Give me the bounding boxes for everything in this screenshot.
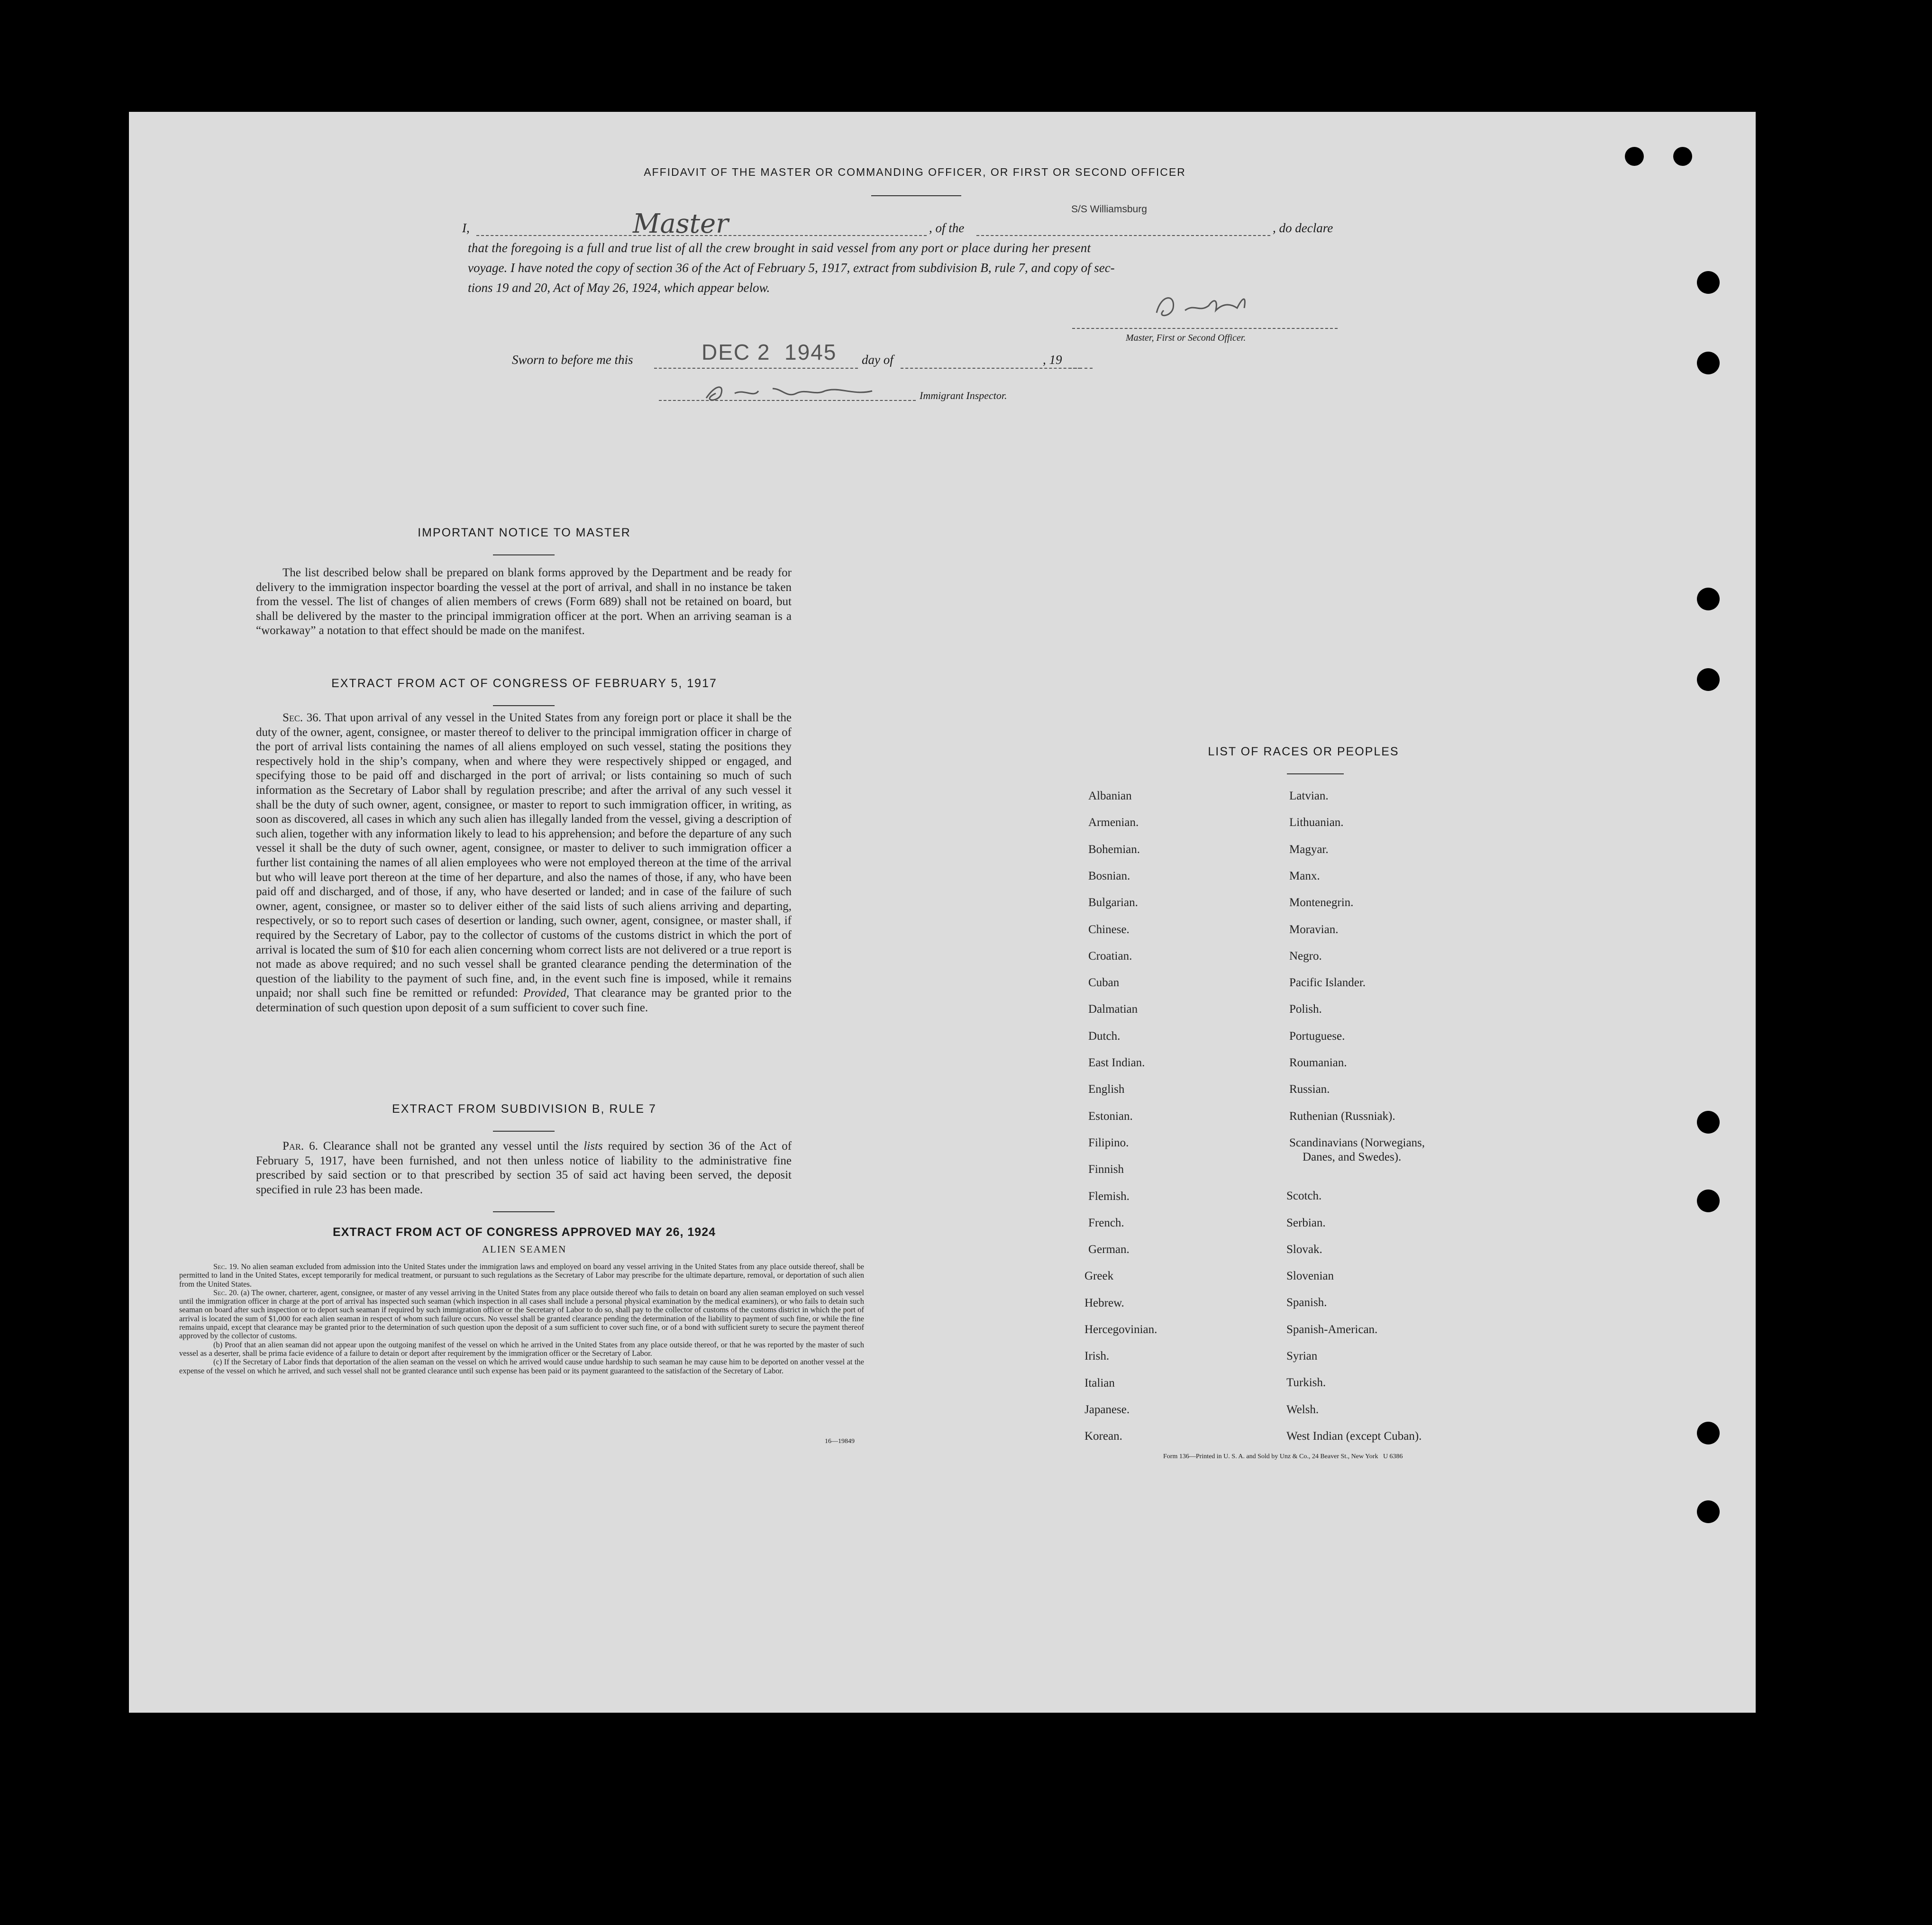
vessel-stamp: S/S Williamsburg <box>1071 204 1147 215</box>
race-item: Montenegrin. <box>1289 896 1354 909</box>
race-item: Italian <box>1084 1377 1115 1389</box>
i-label: I, <box>462 221 470 235</box>
signature-line <box>1072 328 1338 329</box>
race-item: Greek <box>1084 1270 1114 1282</box>
day-blank <box>654 368 858 369</box>
race-item: Irish. <box>1084 1350 1110 1362</box>
race-item: Negro. <box>1289 950 1322 962</box>
race-item: Hercegovinian. <box>1084 1323 1157 1336</box>
sec20a-text: (a) The owner, charterer, agent, consignee, or master of any vessel arriving in the United States from any place outside thereof who fails to detain on board any alien seaman employed on such vessel until the immigration officer in charge at the port of arrival has inspected such seaman (which inspection in all cases shall include a personal physical examination by the medical examiners), or who fails to detain such seaman on board after such inspection or to deport such seaman if required by such immigration officer or the Secretary of Labor to do so, shall pay to the collector of customs of the customs district in which the port of arrival is located the sum of $1,000 for each alien seaman in respect of whom such failure occurs. No vessel shall be granted clearance pending the determination of the liability to payment of such fine, or while the fine remains unpaid, except that clearance may be granted prior to the determination of such question upon the deposit of a sum sufficient to cover such fine, or of a bond with sufficient surety to secure the payment thereof approved by the collector of customs. <box>179 1288 865 1341</box>
race-item: Scotch. <box>1286 1190 1322 1202</box>
race-item: Estonian. <box>1088 1110 1133 1123</box>
punch-hole <box>1625 147 1644 166</box>
race-item: Pacific Islander. <box>1289 976 1366 989</box>
do-declare-label: , do declare <box>1273 221 1333 235</box>
punch-hole <box>1697 668 1720 691</box>
race-item: Turkish. <box>1286 1376 1326 1389</box>
notice-rule <box>493 554 555 555</box>
race-item: East Indian. <box>1088 1056 1145 1069</box>
race-item: Danes, and Swedes). <box>1303 1151 1402 1163</box>
title-rule <box>871 195 961 196</box>
printer-footer: Form 136—Printed in U. S. A. and Sold by Unz & Co., 24 Beaver St., New York U 6386 <box>1163 1453 1403 1460</box>
race-item: West Indian (except Cuban). <box>1286 1430 1422 1443</box>
race-item: Syrian <box>1286 1350 1318 1362</box>
punch-hole <box>1697 271 1720 294</box>
affidavit-line2: that the foregoing is a full and true list of all the crew brought in said vessel from any port or place during her present <box>468 241 1091 255</box>
race-item: Moravian. <box>1289 923 1339 936</box>
affidavit-line3: voyage. I have noted the copy of section 36 of the Act of February 5, 1917, extract from subdivision B, rule 7, and copy of sec- <box>468 261 1115 275</box>
punch-hole <box>1697 352 1720 374</box>
race-item: Dutch. <box>1088 1030 1121 1043</box>
race-item: Portuguese. <box>1289 1030 1345 1043</box>
race-item: Slovenian <box>1286 1270 1334 1282</box>
punch-hole <box>1673 147 1692 166</box>
form-number: 16—19849 <box>825 1438 855 1445</box>
race-item: Hebrew. <box>1084 1297 1124 1309</box>
act1924-title: EXTRACT FROM ACT OF CONGRESS APPROVED MAY 26, 1924 <box>332 1226 716 1239</box>
punch-hole <box>1697 588 1720 610</box>
act1917-title: EXTRACT FROM ACT OF CONGRESS OF FEBRUARY 5, 1917 <box>331 677 717 690</box>
act1924-text <box>179 1262 864 1375</box>
affidavit-line1 <box>462 204 1367 239</box>
race-item: Slovak. <box>1286 1243 1322 1256</box>
race-item: Armenian. <box>1088 816 1139 829</box>
year-blank <box>1069 368 1093 369</box>
inspector-caption: Immigrant Inspector. <box>920 390 1007 401</box>
race-item: Scandinavians (Norwegians, <box>1289 1136 1425 1149</box>
officer-signature <box>1147 284 1261 327</box>
day-of-label: day of <box>862 353 893 367</box>
sec19-text: No alien seaman excluded from admission into the United States under the immigration laws and employed on board any vessel arriving in the United States from any place outside thereof, shall be permitted to land in the United States, except temporarily for medical treatment, or pursuant to such regulations as the Secretary of Labor may prescribe for the ultimate departure, removal, or deportation of such alien from the United States. <box>179 1262 865 1289</box>
sec36-text: That upon arrival of any vessel in the United States from any foreign port or place it shall be the duty of the owner, agent, consignee, or master thereof to deliver to the principal immigration officer in charge of the port of arrival lists containing the names of all aliens employed on such vessel, stating the positions they respectively hold in the ship’s company, when and where they were respectively shipped or engaged, and specifying those to be paid off and discharged in the port of arrival; or lists containing so much of such information as the Secretary of Labor shall by regulation prescribe; and after the arrival of any such vessel it shall be the duty of such owner, agent, consignee, or master to report to such immigration officer, in writing, as soon as discovered, all cases in which any such alien has illegally landed from the vessel, giving a description of such alien, together with any information likely to lead to his apprehension; and before the departure of any such vessel it shall be the duty of such owner, agent, consignee, or master to deliver to such immigration officer a further list containing the names of all alien employees who were not employed thereon at the time of the arrival but who will leave port thereon at the time of her departure, and also the names of those, if any, who have been paid off and discharged, and of those, if any, who have deserted or landed; and in case of the failure of such owner, agent, consignee, or master so to deliver either of the said lists of such aliens arriving and departing, respectively, or so to report such cases of desertion or landing, such owner, agent, consignee, or master shall, if required by the Secretary of Labor, pay to the collector of customs of the customs district in which the port of arrival is located the sum of $10 for each alien concerning whom correct lists are not delivered or a true report is not made as above required; and no such vessel shall be granted clearance pending the determination of the question of the liability to the payment of such fine, and, in the event such fine is imposed, while it remains unpaid; nor shall such fine be remitted or refunded: <box>256 711 792 1000</box>
race-item: Albanian <box>1088 790 1132 802</box>
race-item: Serbian. <box>1286 1217 1326 1229</box>
affidavit-line4: tions 19 and 20, Act of May 26, 1924, which appear below. <box>468 281 770 295</box>
year-prefix: , 19 <box>1043 353 1062 367</box>
rule7-text <box>256 1139 792 1197</box>
race-item: German. <box>1088 1243 1130 1256</box>
act1924-subtitle: ALIEN SEAMEN <box>482 1244 567 1255</box>
punch-hole <box>1697 1190 1720 1212</box>
act1917-rule <box>493 705 555 706</box>
race-item: English <box>1088 1083 1125 1096</box>
sec20c-text: (c) If the Secretary of Labor finds that deportation of the alien seaman on the vessel on which he arrived would cause undue hardship to such seaman he may cause him to be deported on another vessel at the expense of the vessel on which he arrived, and such vessel shall not be granted clearance until such expense has been paid or its payment guaranteed to the satisfaction of the Secretary of Labor. <box>179 1357 864 1375</box>
race-item: Spanish-American. <box>1286 1323 1378 1336</box>
race-item: Magyar. <box>1289 843 1329 856</box>
sec20b-text: (b) Proof that an alien seaman did not appear upon the outgoing manifest of the vessel on which he arrived in the United States from any place outside thereof, or that he was reported by the master of such vessel as a deserter, shall be prima facie evidence of a failure to detain or deport after requirement by the immigration officer or the Secretary of Labor. <box>179 1340 864 1358</box>
par6-label: Par. 6. <box>283 1140 318 1153</box>
race-item: Spanish. <box>1286 1296 1327 1309</box>
race-item: French. <box>1088 1217 1124 1229</box>
rule7-rule <box>493 1131 555 1132</box>
races-rule <box>1287 773 1344 774</box>
lists-word: lists <box>583 1140 603 1153</box>
punch-hole <box>1697 1500 1720 1523</box>
rule7-text-a: Clearance shall not be granted any vessel until the <box>323 1140 579 1153</box>
rule7-text-b: required by section 36 of the Act of February 5, 1917, have been furnished, and not then unless notice of liability to the administrative fine prescribed by said section or to that prescribed by section 35 of said act having been served, the deposit specified in rule 23 has been made. <box>256 1140 792 1196</box>
sec19-label: Sec. 19. <box>213 1262 239 1271</box>
race-item: Lithuanian. <box>1289 816 1344 829</box>
race-item: Cuban <box>1088 976 1120 989</box>
race-item: Chinese. <box>1088 923 1130 936</box>
inspector-signature <box>697 374 886 408</box>
of-the-label: , of the <box>929 221 965 235</box>
races-title: LIST OF RACES OR PEOPLES <box>1208 745 1399 758</box>
race-item: Finnish <box>1088 1163 1124 1176</box>
signature-caption: Master, First or Second Officer. <box>1126 333 1246 343</box>
race-item: Latvian. <box>1289 790 1329 802</box>
race-item: Ruthenian (Russniak). <box>1289 1110 1395 1123</box>
race-item: Roumanian. <box>1289 1056 1347 1069</box>
sec19-paragraph <box>179 1262 864 1289</box>
race-item: Russian. <box>1289 1083 1330 1096</box>
race-item: Welsh. <box>1286 1403 1319 1416</box>
provided-word: Provided, <box>523 987 569 1000</box>
race-item: Bosnian. <box>1088 870 1130 882</box>
race-item: Filipino. <box>1088 1136 1129 1149</box>
handwritten-name: Master <box>633 209 729 239</box>
act1924-top-rule <box>493 1211 555 1212</box>
punch-hole <box>1697 1111 1720 1134</box>
race-item: Flemish. <box>1088 1190 1130 1203</box>
rule7-title: EXTRACT FROM SUBDIVISION B, RULE 7 <box>392 1102 656 1116</box>
race-item: Croatian. <box>1088 950 1132 962</box>
race-item: Polish. <box>1289 1003 1322 1016</box>
sec36-text-end: That clearance may be granted prior to the determination of such question upon deposit of a sum sufficient to cover such fine. <box>256 987 792 1014</box>
sec20-label: Sec. 20. <box>213 1288 239 1297</box>
month-blank <box>901 368 1081 369</box>
race-item: Dalmatian <box>1088 1003 1138 1016</box>
race-item: Manx. <box>1289 870 1320 882</box>
inspector-line <box>659 400 916 401</box>
race-item: Bohemian. <box>1088 843 1140 856</box>
affidavit-title: AFFIDAVIT OF THE MASTER OR COMMANDING OFFICER, OR FIRST OR SECOND OFFICER <box>644 166 1186 178</box>
sec20-paragraph <box>179 1289 864 1341</box>
act1917-text <box>256 711 792 1015</box>
sworn-prefix: Sworn to before me this <box>512 353 633 367</box>
race-item: Bulgarian. <box>1088 896 1138 909</box>
date-stamp: DEC 2 1945 <box>702 340 837 364</box>
notice-text: The list described below shall be prepared on blank forms approved by the Department and be ready for delivery to the immigration inspector boarding the vessel at the port of arrival, and shall in no instance be taken from the vessel. The list of changes of alien members of crews (Form 689) shall not be retained on board, but shall be delivered by the master to the principal immigration officer at the port. When an arriving seaman is a “workaway” a notation to that effect should be made on the manifest. <box>256 566 792 637</box>
race-item: Japanese. <box>1084 1403 1130 1416</box>
vessel-blank <box>976 235 1270 236</box>
punch-hole <box>1697 1422 1720 1444</box>
sec36-label: Sec. 36. <box>283 711 321 724</box>
sworn-line <box>512 340 1109 373</box>
race-item: Korean. <box>1084 1430 1122 1443</box>
notice-title: IMPORTANT NOTICE TO MASTER <box>418 526 631 539</box>
